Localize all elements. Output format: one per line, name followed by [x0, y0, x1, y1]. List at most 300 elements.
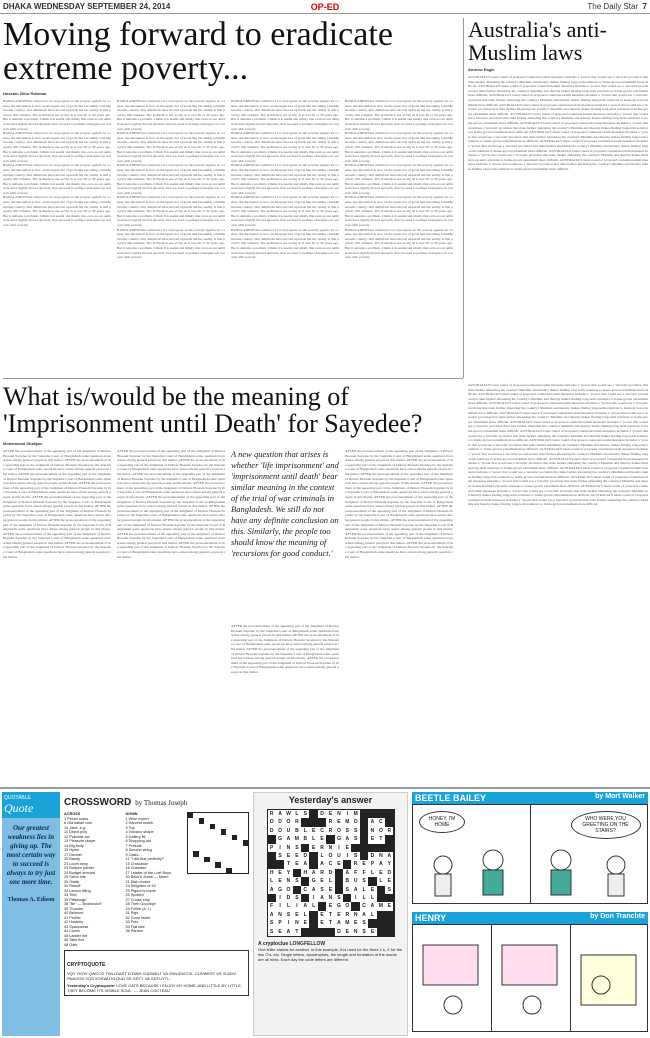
answer-cell	[268, 894, 276, 902]
answer-cell: C	[360, 902, 368, 910]
clue-item: 17 Leader of the Lost Boys	[125, 870, 171, 875]
answer-cell: E	[326, 886, 334, 894]
answer-cell: O	[284, 818, 292, 826]
answer-cell: N	[377, 852, 385, 860]
answer-cell: E	[293, 852, 301, 860]
answer-cell	[326, 835, 334, 843]
answer-cell: A	[276, 810, 284, 818]
answer-cell: S	[343, 827, 351, 835]
crossword-grid[interactable]	[187, 812, 249, 874]
pull-quote: A new question that arises is whether 'life imprisonment' and 'imprisonment until death' bear similar meaning in the context of the trial of war criminals in Bangladesh. We still do not have any definite conclusion on this. Similarly, the people too should know the meaning of 'recursions for good conduct.'	[231, 449, 339, 558]
answer-cell	[368, 877, 376, 885]
answer-cell: I	[309, 894, 317, 902]
answer-cell	[309, 810, 317, 818]
answer-cell: I	[335, 844, 343, 852]
clue-item: 36 Pardon	[125, 929, 144, 933]
body-sayedee: AFTER the pronouncement of the appealing part of the Judgment of Delwar Hossain Sayedee by the Supreme Court of Bangladesh some questions have arisen among general people in this matter.	[3, 449, 111, 463]
answer-cell	[276, 860, 284, 868]
answer-cell	[360, 844, 368, 852]
clue-item: 31 Pigs	[125, 911, 139, 915]
answer-cell: E	[318, 919, 326, 927]
answer-cell	[385, 810, 393, 818]
quote-author: Thomas A. Edison	[7, 897, 55, 903]
answer-cell: S	[351, 852, 359, 860]
answer-cell: R	[326, 827, 334, 835]
answer-cell: L	[377, 877, 385, 885]
answer-cell	[360, 835, 368, 843]
clue-item: 24 Budget amount	[64, 870, 96, 875]
answer-cell: N	[326, 844, 334, 852]
answer-cell	[377, 886, 385, 894]
comic-henry: HENRY by Don Tranchte	[412, 912, 648, 1036]
clue-item: 32 Lemon filling	[64, 888, 91, 893]
answer-cell	[268, 852, 276, 860]
answer-cell: E	[335, 818, 343, 826]
answer-cell: A	[309, 869, 317, 877]
answer-cell	[343, 860, 351, 868]
comic-panel	[413, 925, 492, 1031]
answer-cell	[309, 919, 317, 927]
crossword-panel: CROSSWORD by Thomas Joseph ACROSS 1 Pecan users 6 Old Italian coin 10 Jane, e.g. 11 Depot ploy 12 Publicist act 13 Pleasure player 14 Big bully 15 Hymn 17 Deciver 20 Bandy 21 Loom story 23 Bullpen pitcher 24 Budget amount 25 Salon kite 26 Oddly 30 Rebuff 32 Lemon filling 34 Tied 35 Pittsburgh 38 "Be" — Brockovich" 39 Thunder 40 Belmont 41 Prolific 42 Hostelry 43 Spacewear 44 Comic 45 Ladder tint 46 Take five 48 Oafs DOWN 1 Wise expert 2 Harvest month 3 Top 4 Volcano shape 5 Gallery fill 6 Shopping aid 7 Prelude 8 Second string 9 Casts 11 "I did that perfectly!" 15 Crossbow 16 Chamber 17 Leader of the Lost Boys 20 Back's Jouse — Mmm 21 Dish choice 24 Neighbor of 42 23 Pigeon's home 25 Spoked 27 Cruise ship 28 Then Goodbye 29 Feline (a. t.) 31 Pigs 32 Gone faster 33 Polo 34 Flat rate 36 Pardon CRYPTOQUOTE VQY YKOV QWCCG TWLLDAST D DWH CUDWKLT VA GWUDVCCK. CUDWKST VS YLDDV PNAGOD VQS XOSWU KLQUD SS GDTY VA GDTUYTL. Yesterday's Cryptoquote: LOVE CATS BECAUSE I ENJOY MY HOME; AND LITTLE BY LITTLE, THEY BECOME ITS VISIBLE SOUL. — JEAN COCTEAU	[64, 792, 249, 1036]
answer-cell: E	[385, 877, 393, 885]
answer-cell	[301, 928, 309, 936]
clue-item: 6 Old Italian coin	[64, 821, 93, 825]
answer-cell	[343, 894, 351, 902]
clue-item: 16 Chamber	[125, 866, 147, 870]
answer-cell: S	[343, 886, 351, 894]
answer-cell: D	[268, 827, 276, 835]
answer-cell: L	[318, 852, 326, 860]
answer-cell: E	[368, 886, 376, 894]
answer-cell: E	[309, 844, 317, 852]
answer-cell: E	[276, 928, 284, 936]
answer-cell	[377, 810, 385, 818]
article-poverty: Moving forward to eradicate extreme poverty... Hossain Zillur Rahman BANGLADESH has achieved a lot of progress on the poverty agenda. In a sense, the discussion is now on the upper tier of goals like becoming a middle income country. Our ambitions have moved upwards but the reality is that poverty still remains. The problem is not as big as it was 20 or 30 years ago. But it remains a problem. I think it is useful and timely that even as our ambitions have rightly moved upwards, that we need to perhaps strategise our concern with poverty. BANGLADESH has achieved a lot of progress on the poverty agenda. In a sense, the discussion is now on the upper tier of goals like becoming a middle income country. Our ambitions have moved upwards but the reality is that poverty still remains. The problem is not as big as it was 20 or 30 years ago. But it remains a problem. I think it is useful and timely that even as our ambitions have rightly moved upwards, that we need to perhaps strategise our concern with poverty. BANGLADESH has achieved a lot of progress on the poverty agenda. In a sense, the discussion is now on the upper tier of goals like becoming a middle income country. Our ambitions have moved upwards but the reality is that poverty still remains. The problem is not as big as it was 20 or 30 years ago. But it remains a problem. I think it is useful and timely that even as our ambitions have rightly moved upwards, that we need to perhaps strategise our concern with poverty. BANGLADESH has achieved a lot of progress on the poverty agenda. In a sense, the discussion is now on the upper tier of goals like becoming a middle income country. Our ambitions have moved upwards but the reality is that poverty still remains. The problem is not as big as it was 20 or 30 years ago. But it remains a problem. I think it is useful and timely that even as our ambitions have rightly moved upwards, that we need to perhaps strategise our concern with poverty. BANGLADESH has achieved a lot of progress on the poverty agenda. In a sense, the discussion is now on the upper tier of goals like becoming a middle income country. Our ambitions have moved upwards but the reality is that poverty still remains. The problem is not as big as it was 20 or 30 years ago. But it remains a problem. I think it is useful and timely that even as our ambitions have rightly moved upwards, that we need to perhaps strategise our concern with poverty. BANGLADESH has achieved a lot of progress on the poverty agenda. In a sense, the discussion is now on the upper tier of goals like becoming a middle income country. Our ambitions have moved upwards but the reality is that poverty still remains. The problem is not as big as it was 20 or 30 years ago. But it remains a problem. I think it is useful and timely that even as our ambitions have rightly moved upwards, that we need to perhaps strategise our concern with poverty. BANGLADESH has achieved a lot of progress on the poverty agenda. In a sense, the discussion is now on the upper tier of goals like becoming a middle income country. Our ambitions have moved upwards but the reality is that poverty still remains. The problem is not as big as it was 20 or 30 years ago. But it remains a problem. I think it is useful and timely that even as our ambitions have rightly moved upwards, that we need to perhaps strategise our concern with poverty. BANGLADESH has achieved a lot of progress on the poverty agenda. In a sense, the discussion is now on the upper tier of goals like becoming a middle income country. Our ambitions have moved upwards but the reality is that poverty still remains. The problem is not as big as it was 20 or 30 years ago. But it remains a problem. I think it is useful and timely that even as our ambitions have rightly moved upwards, that we need to perhaps strategise our concern with poverty. BANGLADESH has achieved a lot of progress on the poverty agenda. In a sense, the discussion is now on the upper tier of goals like becoming a middle income country. Our ambitions have moved upwards but the reality is that poverty still remains. The problem is not as big as it was 20 or 30 years ago. But it remains a problem. I think it is useful and timely that even as our ambitions have rightly moved upwards, that we need to perhaps strategise our concern with poverty. BANGLADESH has achieved a lot of progress on the poverty agenda. In a sense, the discussion is now on the upper tier of goals like becoming a middle income country. Our ambitions have moved upwards but the reality is that poverty still remains. The problem is not as big as it was 20 or 30 years ago. But it remains a problem. I think it is useful and timely that even as our ambitions have rightly moved upwards, that we need to perhaps strategise our concern with poverty. BANGLADESH has achieved a lot of progress on the poverty agenda. In a sense, the discussion is now on the upper tier of goals like becoming a middle income country. Our ambitions have moved upwards but the reality is that poverty still remains. The problem is not as big as it was 20 or 30 years ago. But it remains a problem. I think it is useful and timely that even as our ambitions have rightly moved upwards, that we need to perhaps strategise our concern with poverty. BANGLADESH has achieved a lot of progress on the poverty agenda. In a sense, the discussion is now on the upper tier of goals like becoming a middle income country. Our ambitions have moved upwards but the reality is that poverty still remains. The problem is not as big as it was 20 or 30 years ago. But it remains a problem. I think it is useful and timely that even as our ambitions have rightly moved upwards, that we need to perhaps strategise our concern with poverty. BANGLADESH has achieved a lot of progress on the poverty agenda. In a sense, the discussion is now on the upper tier of goals like becoming a middle income country. Our ambitions have moved upwards but the reality is that poverty still remains. The problem is not as big as it was 20 or 30 years ago. But it remains a problem. I think it is useful and timely that even as our ambitions have rightly moved upwards, that we need to perhaps strategise our concern with poverty. BANGLADESH has achieved a lot of progress on the poverty agenda. In a sense, the discussion is now on the upper tier of goals like becoming a middle income country. Our ambitions have moved upwards but the reality is that poverty still remains. The problem is not as big as it was 20 or 30 years ago. But it remains a problem. I think it is useful and timely that even as our ambitions have rightly moved upwards, that we need to perhaps strategise our concern with poverty. BANGLADESH has achieved a lot of progress on the poverty agenda. In a sense, the discussion is now on the upper tier of goals like becoming a middle income country. Our ambitions have moved upwards but the reality is that poverty still remains. The problem is not as big as it was 20 or 30 years ago. But it remains a problem. I think it is useful and timely that even as our ambitions have rightly moved upwards, that we need to perhaps strategise our concern with poverty. BANGLADESH has achieved a lot of progress on the poverty agenda. In a sense, the discussion is now on the upper tier of goals like becoming a middle income country. Our ambitions have moved upwards but the reality is that poverty still remains. The problem is not as big as it was 20 or 30 years ago. But it remains a problem. I think it is useful and timely that even as our ambitions have rightly moved upwards, that we need to perhaps strategise our concern with poverty. BANGLADESH has achieved a lot of progress on the poverty agenda. In a sense, the discussion is now on the upper tier of goals like becoming a middle income country. Our ambitions have moved upwards but the reality is that poverty still remains. The problem is not as big as it was 20 or 30 years ago. But it remains a problem. I think it is useful and timely that even as our ambitions have rightly moved upwards, that we need to perhaps strategise our concern with poverty. BANGLADESH has achieved a lot of progress on the poverty agenda. In a sense, the discussion is now on the upper tier of goals like becoming a middle income country. Our ambitions have moved upwards but the reality is that poverty still remains. The problem is not as big as it was 20 or 30 years ago. But it remains a problem. I think it is useful and timely that even as our ambitions have rightly moved upwards, that we need to perhaps strategise our concern with poverty. BANGLADESH has achieved a lot of progress on the poverty agenda. In a sense, the discussion is now on the upper tier of goals like becoming a middle income country. Our ambitions have moved upwards but the reality is that poverty still remains. The problem is not as big as it was 20 or 30 years ago. But it remains a problem. I think it is useful and timely that even as our ambitions have rightly moved upwards, that we need to perhaps strategise our concern with poverty.	[3, 18, 462, 389]
answer-cell: I	[276, 844, 284, 852]
clue-item: 35 Pittsburgh	[64, 897, 87, 902]
answer-cell: P	[368, 860, 376, 868]
answer-cell: N	[284, 877, 292, 885]
divider	[0, 787, 650, 789]
comic-panel: WHO WERE YOU GREETING ON THE STAIRS?	[531, 805, 648, 903]
answer-cell: S	[360, 877, 368, 885]
headline-sayedee: What is/would be the meaning of 'Imprisonment until Death' for Sayedee?	[3, 382, 423, 438]
answer-cell: G	[335, 902, 343, 910]
answer-cell: S	[301, 810, 309, 818]
divider	[3, 378, 463, 379]
answer-cell: O	[343, 902, 351, 910]
answer-cell: L	[301, 911, 309, 919]
answer-cell: E	[318, 911, 326, 919]
clue-item: 45 Ladder tint	[64, 933, 88, 938]
answer-cell	[377, 844, 385, 852]
answer-cell: A	[301, 902, 309, 910]
clue-item: 29 Feline (a. t.)	[125, 906, 152, 911]
answer-cell	[385, 919, 393, 927]
answer-cell: E	[301, 919, 309, 927]
clue-item: 25 Spoked	[125, 893, 144, 897]
answer-cell: N	[284, 844, 292, 852]
answer-cell: O	[335, 827, 343, 835]
clue-item: 23 Pigeon's home	[125, 888, 156, 893]
answer-cell	[351, 902, 359, 910]
answer-cell: R	[268, 810, 276, 818]
answer-cell: I	[351, 894, 359, 902]
answer-cell: I	[284, 919, 292, 927]
answer-cell: S	[293, 877, 301, 885]
comic-panel	[571, 925, 649, 1031]
answer-cell	[335, 886, 343, 894]
answer-cell: A	[335, 919, 343, 927]
answer-cell	[309, 911, 317, 919]
answer-cell	[360, 810, 368, 818]
answer-cell: H	[268, 869, 276, 877]
answer-cell	[368, 844, 376, 852]
quote-label: QUOTABLE Quote	[2, 792, 60, 818]
comic-beetle-bailey: BEETLE BAILEY by Mort Walker HONEY, I'M HOME WHO WERE YOU GREETING ON THE STAIRS?	[412, 792, 648, 908]
answer-cell: S	[318, 886, 326, 894]
answer-cell: O	[351, 818, 359, 826]
answer-cell: L	[360, 894, 368, 902]
clue-item: 1 Wise expert	[125, 816, 149, 821]
answer-cell: E	[284, 852, 292, 860]
answer-cell: S	[360, 928, 368, 936]
answer-cell	[377, 919, 385, 927]
answer-cell: E	[368, 928, 376, 936]
answer-cell: E	[335, 911, 343, 919]
answer-cell: M	[377, 902, 385, 910]
answer-cell: T	[377, 835, 385, 843]
answer-cell: M	[343, 818, 351, 826]
answer-cell: C	[318, 827, 326, 835]
answer-cell: D	[284, 894, 292, 902]
answer-cell: H	[301, 869, 309, 877]
answer-cell: E	[293, 860, 301, 868]
answer-cell: F	[360, 869, 368, 877]
answer-cell: R	[343, 911, 351, 919]
answer-cell	[301, 844, 309, 852]
answer-cell	[318, 928, 326, 936]
answer-cell: O	[276, 827, 284, 835]
answer-cell	[368, 810, 376, 818]
byline-australia: Andrew Eagle	[468, 67, 495, 72]
answer-cell: E	[318, 877, 326, 885]
answer-cell: S	[276, 852, 284, 860]
clue-item: 38 "Be" — Brockovich"	[64, 902, 103, 906]
answer-cell: S	[360, 919, 368, 927]
answer-cell: I	[343, 852, 351, 860]
answer-cell: A	[368, 902, 376, 910]
answer-cell: E	[343, 844, 351, 852]
answer-cell: E	[276, 869, 284, 877]
answer-cell: C	[301, 886, 309, 894]
clue-item: 6 Shopping aid	[125, 839, 151, 843]
answer-cell: C	[326, 860, 334, 868]
answer-cell: F	[351, 869, 359, 877]
answer-cell: S	[284, 911, 292, 919]
clue-item: 9 Casts	[125, 852, 139, 857]
clue-item: 20 Bandy	[64, 857, 81, 861]
answer-cell: P	[276, 919, 284, 927]
body-poverty: BANGLADESH has achieved a lot of progress on the poverty agenda. In a sense, the discussion is now on the upper tier of goals like becoming a middle income country. Our ambitions have moved upwards but the reality is that poverty still remains. The problem is not as big as it was 20 or 30 years ago. But it remains a problem. I think it is useful and timely that even as our ambitions have rightly moved upwards, that we need to perhaps strategise our concern with poverty.	[3, 99, 111, 131]
answer-cell: D	[318, 810, 326, 818]
answer-cell: N	[293, 919, 301, 927]
clue-item: 15 Hymn	[64, 848, 80, 852]
answer-cell: A	[343, 835, 351, 843]
answer-cell: G	[276, 886, 284, 894]
clue-item: 13 Pleasure player	[64, 839, 96, 843]
answer-cell: Y	[385, 860, 393, 868]
clue-item: 30 Rebuff	[64, 884, 81, 888]
answer-cell: P	[268, 844, 276, 852]
clue-item: 20 Back's Jouse — Mmm	[125, 875, 169, 879]
answer-cell: E	[377, 869, 385, 877]
answer-cell: O	[268, 818, 276, 826]
clue-item: 43 Spacewear	[64, 924, 89, 929]
clue-item: 11 Depot ploy	[64, 830, 88, 834]
answer-cell: T	[293, 928, 301, 936]
clue-item: 21 Loom story	[64, 861, 89, 866]
answer-cell	[385, 894, 393, 902]
clue-item: 26 Oddly	[64, 879, 80, 884]
answer-cell	[360, 852, 368, 860]
answer-cell: B	[343, 877, 351, 885]
clue-item: 14 Big bully	[64, 843, 84, 848]
clue-item: 33 Polo	[125, 920, 139, 924]
clue-item: 17 Deciver	[64, 852, 83, 857]
across-clues: ACROSS 1 Pecan users 6 Old Italian coin 10 Jane, e.g. 11 Depot ploy 12 Publicist act 13 Pleasure player 14 Big bully 15 Hymn 17 Deciver 20 Bandy 21 Loom story 23 Bullpen pitcher 24 Budget amount 25 Salon kite 26 Oddly 30 Rebuff 32 Lemon filling 34 Tied 35 Pittsburgh 38 "Be" — Brockovich" 39 Thunder 40 Belmont 41 Prolific 42 Hostelry 43 Spacewear 44 Comic 45 Ladder tint 46 Take five 48 Oafs	[64, 812, 122, 947]
answer-cell	[368, 919, 376, 927]
answer-cell: A	[351, 886, 359, 894]
answer-cell: L	[309, 835, 317, 843]
answer-cell: R	[385, 827, 393, 835]
answer-cell: A	[309, 886, 317, 894]
answer-cell: E	[335, 860, 343, 868]
answer-cell: E	[293, 911, 301, 919]
answer-cell: L	[368, 869, 376, 877]
answer-cell: S	[293, 894, 301, 902]
answer-cell: R	[326, 818, 334, 826]
answer-cell: T	[284, 860, 292, 868]
answer-cell: R	[318, 844, 326, 852]
answer-cell: L	[284, 902, 292, 910]
answer-cell: R	[318, 869, 326, 877]
answer-cell	[360, 818, 368, 826]
answer-cell: L	[326, 877, 334, 885]
answer-cell: B	[293, 827, 301, 835]
answer-cell: W	[286, 811, 291, 817]
answer-cell: N	[326, 894, 334, 902]
answer-cell: A	[268, 886, 276, 894]
clue-item: 48 Oafs	[64, 942, 78, 947]
answer-title: Yesterday's answer	[288, 795, 373, 805]
answer-cell	[377, 911, 385, 919]
answer-panel	[253, 792, 408, 1036]
clue-item: 21 Dish choice	[125, 879, 151, 884]
clue-item: 39 Thunder	[64, 906, 84, 911]
answer-cell: D	[301, 852, 309, 860]
cryptoquote-box: CRYPTOQUOTE VQY YKOV QWCCG TWLLDAST D DWH CUDWKLT VA GWUDVCCK. CUDWKST VS YLDDV PNAGOD VQS XOSWU KLQUD SS GDTY VA GDTUYTL. Yesterday's Cryptoquote: LOVE CATS BECAUSE I ENJOY MY HOME; AND LITTLE BY LITTLE, THEY BECOME ITS VISIBLE SOUL. — JEAN COCTEAU	[64, 950, 249, 996]
answer-cell	[377, 894, 385, 902]
answer-cell: A	[343, 869, 351, 877]
clue-item: 5 Gallery fill	[125, 834, 146, 839]
clue-item: 27 Cruise ship	[125, 897, 150, 902]
answer-cell: M	[343, 919, 351, 927]
answer-cell	[385, 844, 393, 852]
answer-cell: S	[351, 835, 359, 843]
section-title: OP-ED	[310, 2, 340, 12]
answer-cell: E	[318, 835, 326, 843]
answer-cell: E	[326, 902, 334, 910]
answer-cell: N	[351, 928, 359, 936]
article-sayedee: What is/would be the meaning of 'Imprisonment until Death' for Sayedee? Mohammad Shahjan AFTER the pronouncement of the appealing part of the Judgment of Delwar Hossain Sayedee by the Supreme Court of Bangladesh some questions have arisen among general people in this matter. AFTER the pronouncement of the appealing part of the Judgment of Delwar Hossain Sayedee by the Supreme Court of Bangladesh some questions have arisen among general people in this matter. AFTER the pronouncement of the appealing part of the Judgment of Delwar Hossain Sayedee by the Supreme Court of Bangladesh some questions have arisen among general people in this matter. AFTER the pronouncement of the appealing part of the Judgment of Delwar Hossain Sayedee by the Supreme Court of Bangladesh some questions have arisen among general people in this matter. AFTER the pronouncement of the appealing part of the Judgment of Delwar Hossain Sayedee by the Supreme Court of Bangladesh some questions have arisen among general people in this matter. AFTER the pronouncement of the appealing part of the Judgment of Delwar Hossain Sayedee by the Supreme Court of Bangladesh some questions have arisen among general people in this matter. AFTER the pronouncement of the appealing part of the Judgment of Delwar Hossain Sayedee by the Supreme Court of Bangladesh some questions have arisen among general people in this matter. AFTER the pronouncement of the appealing part of the Judgment of Delwar Hossain Sayedee by the Supreme Court of Bangladesh some questions have arisen among general people in this matter. AFTER the pronouncement of the appealing part of the Judgment of Delwar Hossain Sayedee by the Supreme Court of Bangladesh some questions have arisen among general people in this matter. AFTER the pronouncement of the appealing part of the Judgment of Delwar Hossain Sayedee by the Supreme Court of Bangladesh some questions have arisen among general people in this matter. AFTER the pronouncement of the appealing part of the Judgment of Delwar Hossain Sayedee by the Supreme Court of Bangladesh some questions have arisen among general people in this matter. AFTER the pronouncement of the appealing part of the Judgment of Delwar Hossain Sayedee by the Supreme Court of Bangladesh some questions have arisen among general people in this matter. AFTER the pronouncement of the appealing part of the Judgment of Delwar Hossain Sayedee by the Supreme Court of Bangladesh some questions have arisen among general people in this matter. AFTER the pronouncement of the appealing part of the Judgment of Delwar Hossain Sayedee by the Supreme Court of Bangladesh some questions have arisen among general people in this matter. AFTER the pronouncement of the appealing part of the Judgment of Delwar Hossain Sayedee by the Supreme Court of Bangladesh some questions have arisen among general people in this matter. AFTER the pronouncement of the appealing part of the Judgment of Delwar Hossain Sayedee by the Supreme Court of Bangladesh some questions have arisen among general people in this matter. AFTER the pronouncement of the appealing part of the Judgment of Delwar Hossain Sayedee by the Supreme Court of Bangladesh some questions have arisen among general people in this matter. AFTER the pronouncement of the appealing part of the Judgment of Delwar Hossain Sayedee by the Supreme Court of Bangladesh some questions have arisen among general people in this matter. A new question that arises is whether 'life imprisonment' and 'imprisonment until death' bear similar meaning in the context of the trial of war criminals in Bangladesh. We still do not have any definite conclusion on this. Similarly, the people too should know the meaning of 'recursions for good conduct.' AFTER the pronouncement of the appealing part of the Judgment of Delwar Hossain Sayedee by the Supreme Court of Bangladesh some questions have arisen among general people in this matter. AFTER the pronouncement of the appealing part of the Judgment of Delwar Hossain Sayedee by the Supreme Court of Bangladesh some questions have arisen among general people in this matter. AFTER the pronouncement of the appealing part of the Judgment of Delwar Hossain Sayedee by the Supreme Court of Bangladesh some questions have arisen among general people in this matter. AFTER the pronouncement of the appealing part of the Judgment of Delwar Hossain Sayedee by the Supreme Court of Bangladesh some questions have arisen among general people in this matter. AFTER the pronouncement of the appealing part of the Judgment of Delwar Hossain Sayedee by the Supreme Court of Bangladesh some questions have arisen among general people in this matter. AFTER the pronouncement of the appealing part of the Judgment of Delwar Hossain Sayedee by the Supreme Court of Bangladesh some questions have arisen among general people in this matter. AFTER the pronouncement of the appealing part of the Judgment of Delwar Hossain Sayedee by the Supreme Court of Bangladesh some questions have arisen among general people in this matter. AFTER the pronouncement of the appealing part of the Judgment of Delwar Hossain Sayedee by the Supreme Court of Bangladesh some questions have arisen among general people in this matter. AFTER the pronouncement of the appealing part of the Judgment of Delwar Hossain Sayedee by the Supreme Court of Bangladesh some questions have arisen among general people in this matter. AFTER the pronouncement of the appealing part of the Judgment of Delwar Hossain Sayedee by the Supreme Court of Bangladesh some questions have arisen among general people in this matter. AFTER the pronouncement of the appealing part of the Judgment of Delwar Hossain Sayedee by the Supreme Court of Bangladesh some questions have arisen among general people in this matter. AFTER the pronouncement of the appealing part of the Judgment of Delwar Hossain Sayedee by the Supreme Court of Bangladesh some questions have arisen among general people in this matter. AFTER the pronouncement of the appealing part of the Judgment of Delwar Hossain Sayedee by the Supreme Court of Bangladesh some questions have arisen among general people in this matter.	[3, 383, 462, 799]
answer-cell	[351, 844, 359, 852]
answer-cell: A	[284, 835, 292, 843]
answer-cell: D	[368, 852, 376, 860]
answer-cell: E	[368, 835, 376, 843]
clue-item: 3 Top	[125, 825, 135, 830]
crossword-title: CROSSWORD	[64, 797, 132, 808]
masthead: The Daily Star 7	[587, 2, 647, 11]
comic-panel: HONEY, I'M HOME	[413, 805, 531, 903]
answer-cell: S	[293, 844, 301, 852]
answer-cell: L	[301, 827, 309, 835]
answer-cell	[318, 902, 326, 910]
comic-title: HENRY	[415, 913, 447, 923]
answer-cell: E	[343, 928, 351, 936]
body-australia-cont: AUSTRALIA'S latest round of proposed counterterrorism measures includes a "power that would see a 'terrorist' provision that risks further alienating the country's Muslims and thereby makes finding long-term solutions to home-grown extremism more difficult. AUSTRALIA'S latest round of proposed counterterrorism measures includes a "power that would see a 'terrorist' provision that risks further alienating the country's Muslims and thereby makes finding long-term solutions to home-grown extremism more difficult. AUSTRALIA'S latest round of proposed counterterrorism measures includes a "power that would see a 'terrorist' provision that risks further alienating the country's Muslims and thereby makes finding long-term solutions to home-grown extremism more difficult. AUSTRALIA'S latest round of proposed counterterrorism measures includes a "power that would see a 'terrorist' provision that risks further alienating the country's Muslims and thereby makes finding long-term solutions to home-grown extremism more difficult. AUSTRALIA'S latest round of proposed counterterrorism measures includes a "power that would see a 'terrorist' provision that risks further alienating the country's Muslims and thereby makes finding long-term solutions to home-grown extremism more difficult. AUSTRALIA'S latest round of proposed counterterrorism measures includes a "power that would see a 'terrorist' provision that risks further alienating the country's Muslims and thereby makes finding long-term solutions to home-grown extremism more difficult. AUSTRALIA'S latest round of proposed counterterrorism measures includes a "power that would see a 'terrorist' provision that risks further alienating the country's Muslims and thereby makes finding long-term solutions to home-grown extremism more difficult. AUSTRALIA'S latest round of proposed counterterrorism measures includes a "power that would see a 'terrorist' provision that risks further alienating the country's Muslims and thereby makes finding long-term solutions to home-grown extremism more difficult. AUSTRALIA'S latest round of proposed counterterrorism measures includes a "power that would see a 'terrorist' provision that risks further alienating the country's Muslims and thereby makes finding long-term solutions to home-grown extremism more difficult. AUSTRALIA'S latest round of proposed counterterrorism measures includes a "power that would see a 'terrorist' provision that risks further alienating the country's Muslims and thereby makes finding long-term solutions to home-grown extremism more difficult. AUSTRALIA'S latest round of proposed counterterrorism measures includes a "power that would see a 'terrorist' provision that risks further alienating the country's Muslims and thereby makes finding long-term solutions to home-grown extremism more difficult. AUSTRALIA'S latest round of proposed counterterrorism measures includes a "power that would see a 'terrorist' provision that risks further alienating the country's Muslims and thereby makes finding long-term solutions to home-grown extremism more difficult. AUSTRALIA'S latest round of proposed counterterrorism measures includes a "power that would see a 'terrorist' provision that risks further alienating the country's Muslims and thereby makes finding long-term solutions to home-grown extremism more difficult.	[468, 383, 648, 507]
answer-cell: I	[276, 902, 284, 910]
answer-cell: D	[326, 869, 334, 877]
answer-cell: M	[293, 835, 301, 843]
clue-item: 4 Volcano shape	[125, 830, 154, 834]
answer-cell: O	[284, 886, 292, 894]
answer-cell	[335, 869, 343, 877]
answer-cell: L	[309, 902, 317, 910]
answer-cell: N	[351, 911, 359, 919]
answer-cell: I	[343, 810, 351, 818]
clue-item: 28 Then Goodbye	[125, 902, 156, 906]
answer-cell: R	[351, 860, 359, 868]
byline-sayedee: Mohammad Shahjan	[3, 441, 42, 446]
answer-cell	[385, 835, 393, 843]
answer-cell	[309, 928, 317, 936]
clue-item: 32 Gone faster	[125, 915, 151, 920]
answer-cell: O	[377, 827, 385, 835]
clue-item: 42 Hostelry	[64, 920, 84, 924]
clue-item: 10 Jane, e.g.	[64, 825, 86, 830]
body-australia: AUSTRALIA'S latest round of proposed counterterrorism measures includes a "power that would see a 'terrorist' provision that risks further alienating the country's Muslims and thereby makes finding long-term solutions to home-grown extremism more difficult. AUSTRALIA'S latest round of proposed counterterrorism measures includes a "power that would see a 'terrorist' provision that risks further alienating the country's Muslims and thereby makes finding long-term solutions to home-grown extremism more difficult. AUSTRALIA'S latest round of proposed counterterrorism measures includes a "power that would see a 'terrorist' provision that risks further alienating the country's Muslims and thereby makes finding long-term solutions to home-grown extremism more difficult. AUSTRALIA'S latest round of proposed counterterrorism measures includes a "power that would see a 'terrorist' provision that risks further alienating the country's Muslims and thereby makes finding long-term solutions to home-grown extremism more difficult. AUSTRALIA'S latest round of proposed counterterrorism measures includes a "power that would see a 'terrorist' provision that risks further alienating the country's Muslims and thereby makes finding long-term solutions to home-grown extremism more difficult. AUSTRALIA'S latest round of proposed counterterrorism measures includes a "power that would see a 'terrorist' provision that risks further alienating the country's Muslims and thereby makes finding long-term solutions to home-grown extremism more difficult. AUSTRALIA'S latest round of proposed counterterrorism measures includes a "power that would see a 'terrorist' provision that risks further alienating the country's Muslims and thereby makes finding long-term solutions to home-grown extremism more difficult. AUSTRALIA'S latest round of proposed counterterrorism measures includes a "power that would see a 'terrorist' provision that risks further alienating the country's Muslims and thereby makes finding long-term solutions to home-grown extremism more difficult. AUSTRALIA'S latest round of proposed counterterrorism measures includes a "power that would see a 'terrorist' provision that risks further alienating the country's Muslims and thereby makes finding long-term solutions to home-grown extremism more difficult. AUSTRALIA'S latest round of proposed counterterrorism measures includes a "power that would see a 'terrorist' provision that risks further alienating the country's Muslims and thereby makes finding long-term solutions to home-grown extremism more difficult.	[468, 75, 648, 171]
cryptoclue-box: A cryptoclue LONGFELLOW One letter stands for another. In this example, A is used for the three L's, X for the two O's, etc. Single letters, apostrophes, the length and formation of the words are all hints. Each day the code letters are different.	[258, 941, 403, 962]
comic-title: BEETLE BAILEY	[415, 793, 487, 803]
answer-cell: E	[326, 810, 334, 818]
quote-text: Our greatest weakness lies in giving up. The most certain way to succeed is always to try just one more time.	[6, 824, 56, 886]
clue-item: 7 Prelude	[125, 843, 142, 848]
answer-cell	[293, 886, 301, 894]
answer-cell: R	[293, 818, 301, 826]
answer-cell: E	[351, 919, 359, 927]
answer-cell	[268, 835, 276, 843]
answer-cell: S	[268, 919, 276, 927]
column-divider	[463, 18, 464, 378]
clue-item: 41 Prolific	[64, 915, 81, 920]
clue-item: 15 Crossbow	[125, 861, 148, 866]
answer-cell: T	[326, 919, 334, 927]
answer-cell	[309, 852, 317, 860]
answer-cell: A	[318, 860, 326, 868]
clue-item: 8 Second string	[125, 848, 152, 852]
article-australia	[468, 18, 648, 385]
clue-item: 23 Bullpen pitcher	[64, 866, 95, 870]
answer-cell: E	[276, 877, 284, 885]
answer-cell: U	[351, 877, 359, 885]
page-date: DHAKA WEDNESDAY SEPTEMBER 24, 2014	[3, 2, 171, 11]
answer-cell: L	[268, 877, 276, 885]
answer-cell: A	[301, 860, 309, 868]
headline-poverty: Moving forward to eradicate extreme poverty...	[3, 16, 393, 87]
answer-cell: C	[377, 818, 385, 826]
answer-cell: U	[335, 852, 343, 860]
answer-cell: I	[276, 894, 284, 902]
page-header	[0, 0, 650, 14]
answer-cell	[301, 818, 309, 826]
clue-item: 11 "I did that perfectly!"	[125, 857, 165, 861]
clue-item: 46 Take five	[64, 938, 85, 942]
answer-cell: L	[368, 911, 376, 919]
answer-cell: D	[276, 818, 284, 826]
clue-item: 1 Pecan users	[64, 816, 89, 821]
answer-cell	[309, 818, 317, 826]
grid-cell[interactable]	[243, 868, 248, 873]
answer-cell: E	[360, 860, 368, 868]
comic-panel	[492, 925, 571, 1031]
answer-cell: L	[360, 886, 368, 894]
answer-cell: N	[368, 827, 376, 835]
headline-australia: Australia's anti-Muslim laws	[468, 17, 607, 65]
answer-cell	[293, 869, 301, 877]
byline-poverty: Hossain Zillur Rahman	[3, 91, 47, 96]
answer-cell: A	[385, 852, 393, 860]
answer-cell: S	[268, 928, 276, 936]
answer-cell: E	[385, 902, 393, 910]
answer-cell: A	[360, 911, 368, 919]
answer-cell: G	[276, 835, 284, 843]
answer-cell: A	[268, 911, 276, 919]
answer-cell: F	[268, 902, 276, 910]
answer-cell: D	[385, 869, 393, 877]
answer-cell: Y	[284, 869, 292, 877]
answer-grid	[267, 809, 395, 937]
answer-cell	[335, 877, 343, 885]
answer-cell: S	[335, 894, 343, 902]
answer-cell: B	[301, 835, 309, 843]
clue-item: 2 Harvest month	[125, 821, 154, 825]
clue-item: 44 Comic	[64, 929, 81, 933]
clue-item: 34 Flat rate	[125, 924, 145, 929]
answer-cell	[326, 928, 334, 936]
answer-cell: A	[368, 818, 376, 826]
answer-cell	[385, 818, 393, 826]
clue-item: 25 Salon kite	[64, 875, 86, 879]
clue-item: 24 Neighbor of 42	[125, 884, 156, 888]
answer-cell: S	[385, 886, 393, 894]
answer-cell: A	[318, 894, 326, 902]
answer-cell	[385, 928, 393, 936]
answer-cell: L	[368, 894, 376, 902]
answer-cell	[301, 894, 309, 902]
answer-cell	[309, 860, 317, 868]
answer-cell	[377, 928, 385, 936]
